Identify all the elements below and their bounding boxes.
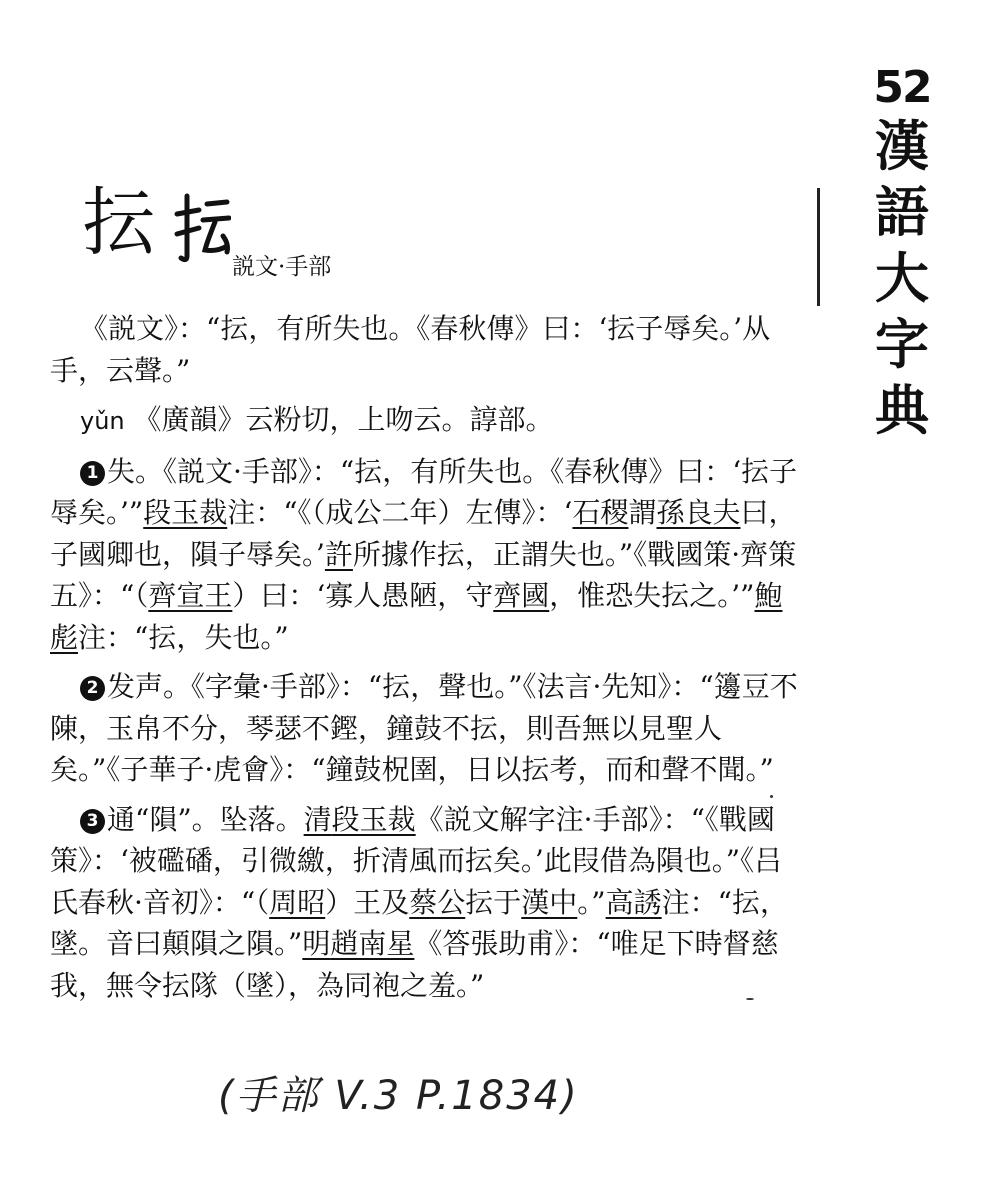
proper-name: 漢中 [521,885,578,919]
proper-name: 孫良夫 [656,496,741,529]
entry-text: 抎于 [465,885,522,919]
entry-paragraph [50,799,810,1007]
proper-name: 趙南星 [330,927,415,960]
entry-text: 失。《説文·手部》：“抎，有所失也。《春秋傳》曰：‘抎子辱矣。’” [50,454,798,529]
entry-text: ）王及 [325,885,410,919]
proper-name: 鮑彪 [50,579,783,654]
proper-name: 齊宣王 [148,579,233,612]
sense-number: 2 [80,676,105,701]
entry-text: ）曰：‘寡人愚陋，守 [232,579,494,612]
proper-name: 段玉裁 [143,496,228,529]
proper-name: 蔡公 [409,885,466,919]
entry-text: 謂 [628,496,657,529]
book-title-char: 字 [875,313,929,376]
proper-name: 明 [302,927,331,960]
scan-speck [746,998,754,1000]
proper-name: 許 [324,537,353,571]
entry-text: 《説文》：“抎，有所失也。《春秋傳》曰：‘抎子辱矣。’从手，云聲。” [50,312,771,387]
entry-paragraph [50,308,810,391]
proper-name: 石稷 [572,496,629,529]
entry-paragraph [50,399,810,443]
handwritten-note: (手部 V.3 P.1834) [218,1073,579,1119]
proper-name: 高誘 [605,885,662,919]
scan-speck [770,795,773,798]
book-title-char: 漢 [875,115,929,178]
sense-number: 1 [80,461,105,486]
entry-text: ，惟恐失抎之。’” [549,579,755,612]
entry-text: 曰，子國卿也，隕子辱矣。’ [50,496,797,571]
margin-rule [817,188,820,306]
entry-text: 注：“抎，墜。音曰顛隕之隕。” [50,885,788,960]
proper-name: 清 [303,802,332,836]
book-title-char: 典 [875,379,929,442]
book-title-char: 大 [875,247,929,310]
entry-text: 注：“抎，失也。” [78,620,289,654]
proper-name: 齊國 [493,579,550,612]
headword-source: 説文·手部 [232,254,332,280]
entry-text: 所據作抎，正謂失也。”《戰國策·齊策五》：“（ [50,537,797,612]
page-number: 52 [873,62,931,113]
entry-text: 。” [577,885,606,919]
book-title-char: 語 [875,181,929,244]
proper-name: 段玉裁 [331,802,416,836]
entry-paragraph [50,666,810,791]
headword: 抎 [82,180,156,266]
sense-number: 3 [80,809,105,834]
entry-text: 《答張助甫》：“唯足下時督慈我，無令抎隊（墜），為同袍之羞。” [50,927,779,1002]
entry-text: 发声。《字彙·手部》：“抎，聲也。”《法言·先知》：“籩豆不陳，玉帛不分，琴瑟不鏗，鐘鼓不抎，則吾無以見聖人矣。”《子華子·虎會》：“鐘鼓柷圉，日以抎考，而和聲不聞。” [50,670,798,786]
seal-script-icon [173,186,231,266]
entry-text: 通“隕”。坠落。 [107,802,304,836]
entry-body [50,308,810,1014]
pinyin: yǔn [80,407,125,435]
entry-text: 《廣韻》云粉切，上吻云。諄部。 [124,403,554,436]
headword-block [82,178,231,268]
entry-paragraph [50,451,810,659]
entry-text: 《説文解字注·手部》：“《戰國策》：‘被礛磻，引微繳，折清風而抎矣。’此叚借為隕也。”《吕氏春秋·音初》：“（ [50,802,783,919]
proper-name: 周昭 [269,885,326,919]
entry-text: 注：“《（成公二年）左傳》：‘ [227,496,573,529]
book-title-vertical [862,62,942,444]
